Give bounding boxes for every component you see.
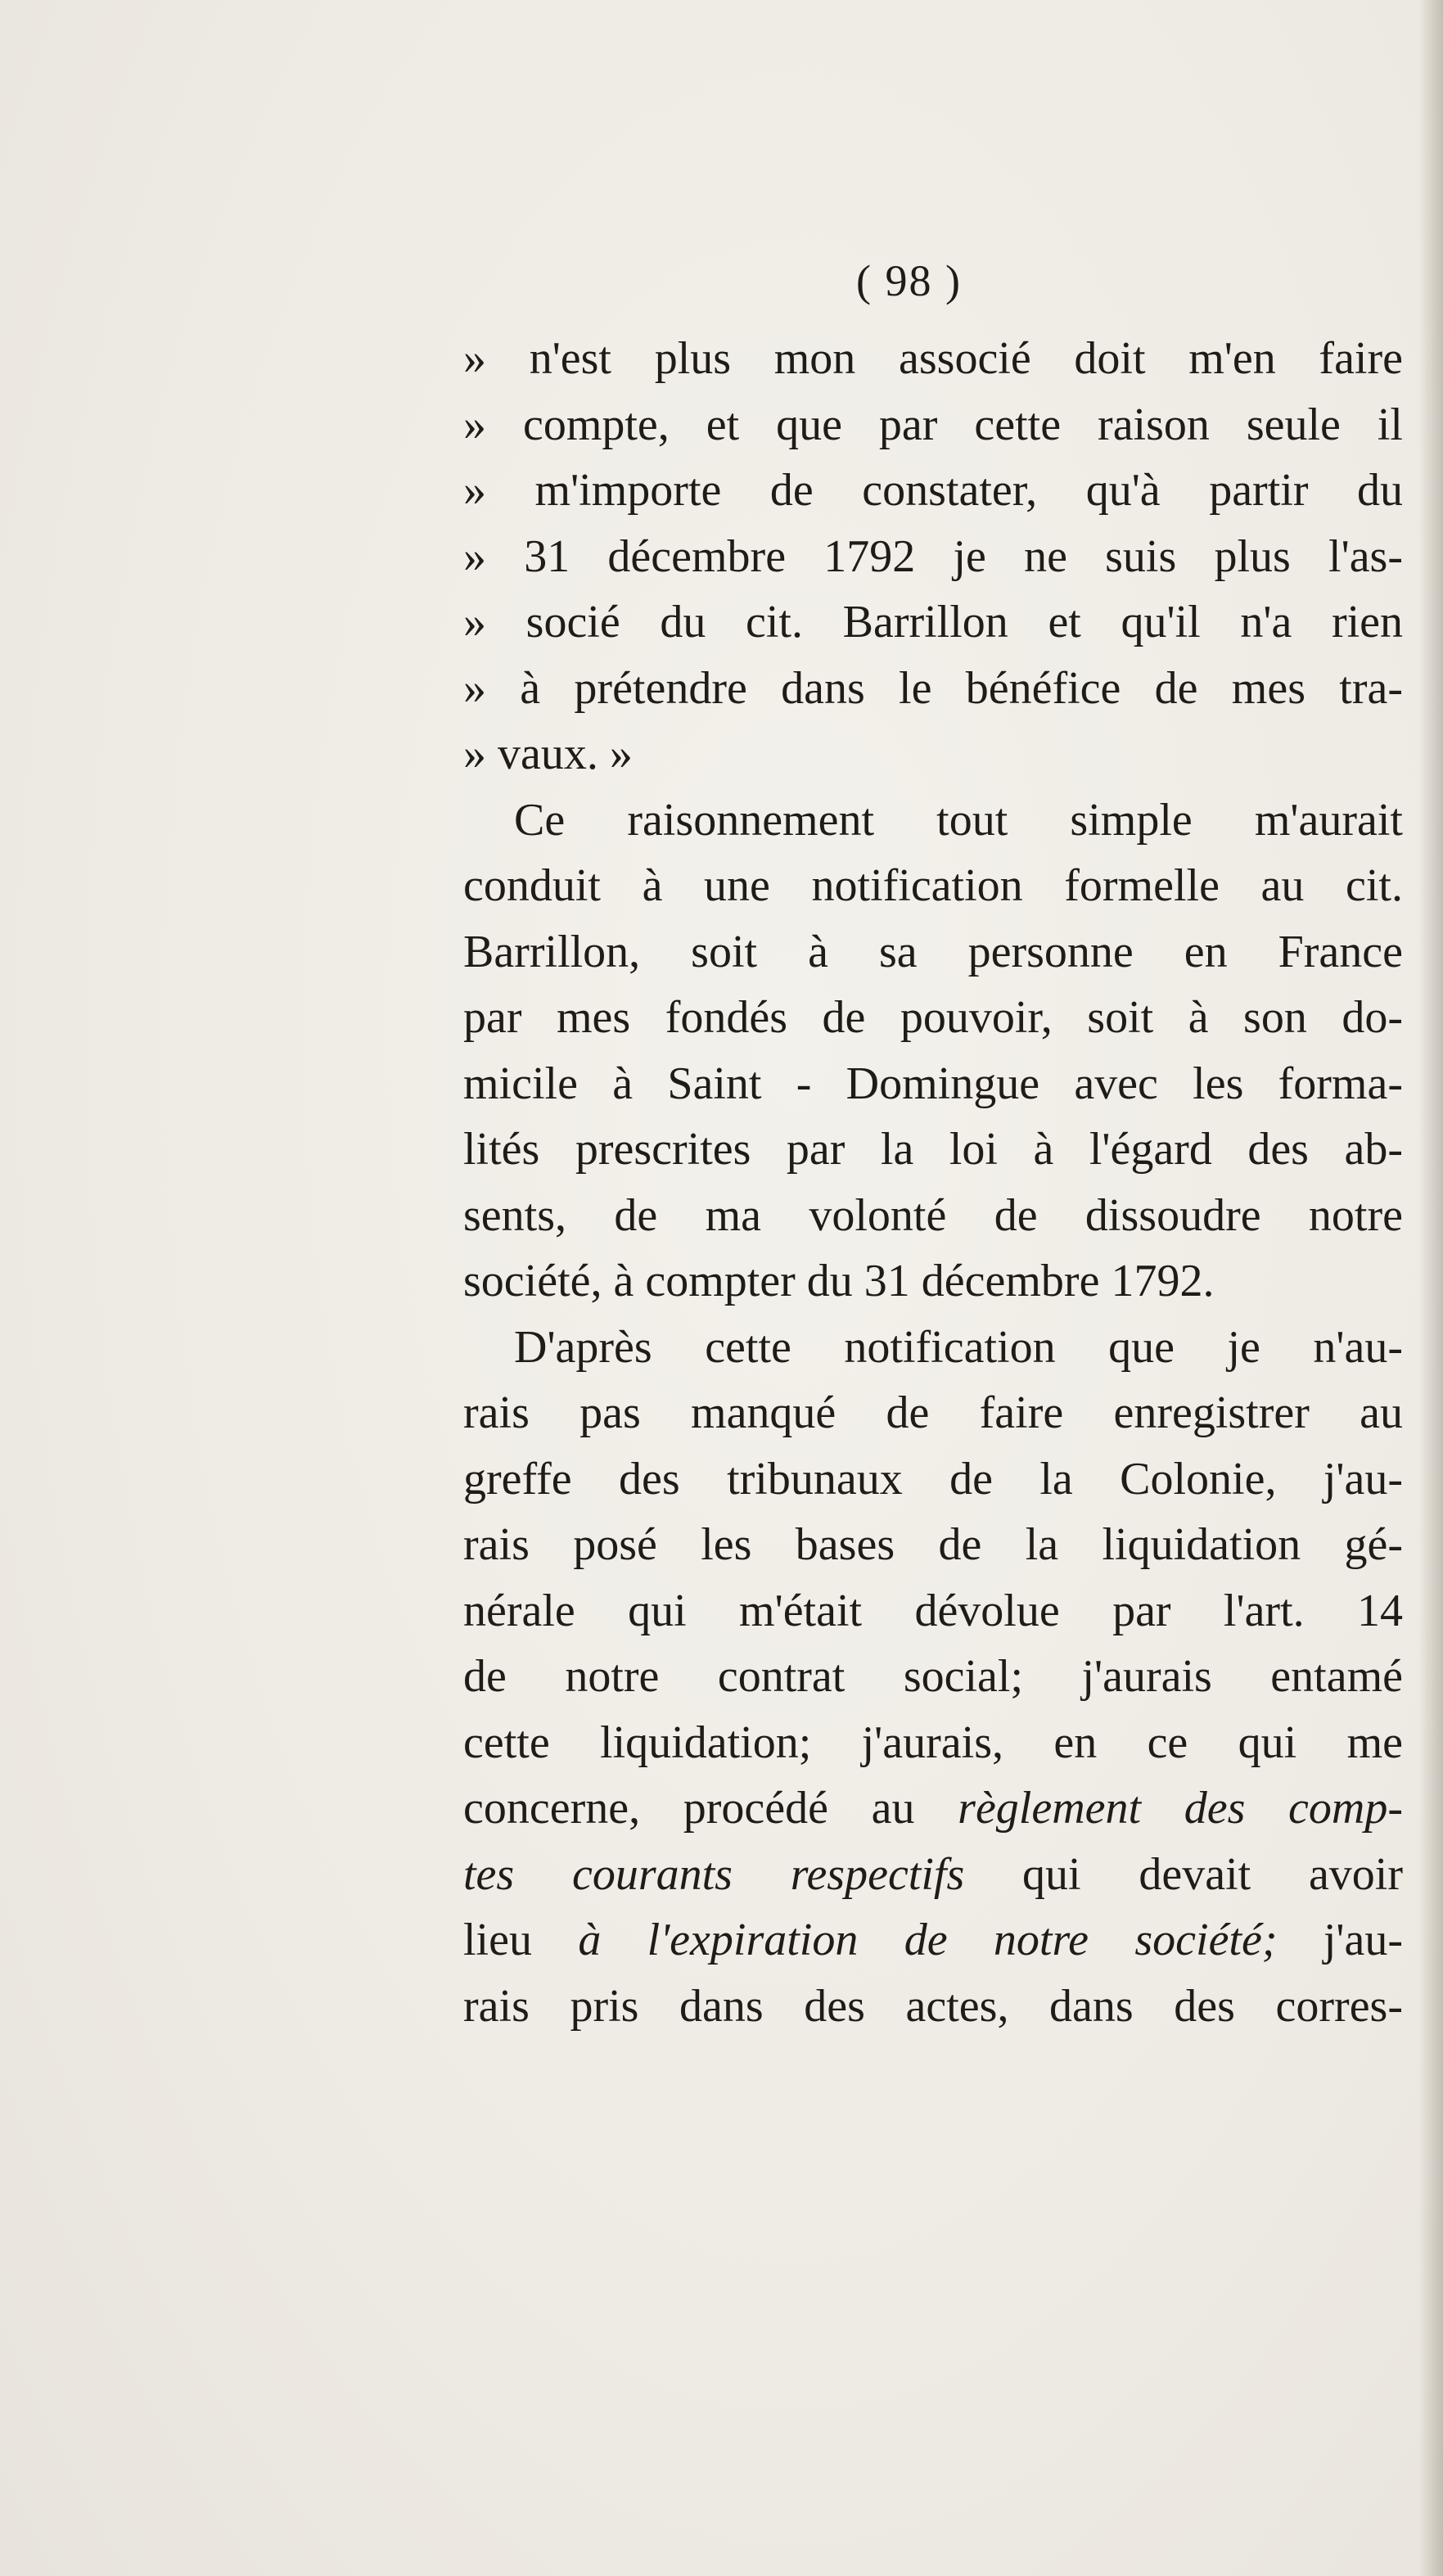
page-number: ( 98 ) — [856, 256, 962, 305]
body-text — [463, 326, 1403, 2039]
text-line: société, à compter du 31 décembre 1792. — [463, 1256, 1215, 1306]
text-italic: à l'expiration de notre société; — [578, 1915, 1278, 1965]
text-line — [463, 1775, 1403, 1842]
text-plain: lieu — [463, 1915, 579, 1965]
text-line: rais pris dans des actes, dans des corres- — [463, 1980, 1403, 2032]
text-italic: tes courants respectifs — [463, 1848, 965, 1900]
text-line: nérale qui m'était dévolue par l'art. 14 — [463, 1585, 1403, 1636]
text-line: rais posé les bases de la liquidation gé- — [463, 1519, 1403, 1570]
text-line: conduit à une notification formelle au cit. — [463, 860, 1403, 911]
text-line: par mes fondés de pouvoir, soit à son do- — [463, 992, 1403, 1043]
text-line: micile à Saint - Domingue avec les forma- — [463, 1058, 1403, 1109]
text-line: sents, de ma volonté de dissoudre notre — [463, 1189, 1403, 1241]
text-line: rais pas manqué de faire enregistrer au — [463, 1387, 1403, 1438]
text-line: Barrillon, soit à sa personne en France — [463, 926, 1403, 977]
text-line: » à prétendre dans le bénéfice de mes tra- — [463, 662, 1403, 714]
text-line — [463, 1907, 1403, 1974]
text-plain: concerne, procédé au — [463, 1783, 958, 1834]
paragraph-start: D'après cette notification que je n'au- — [514, 1321, 1403, 1373]
text-line: lités prescrites par la loi à l'égard des ab- — [463, 1124, 1403, 1175]
paragraph-start: Ce raisonnement tout simple m'aurait — [514, 794, 1403, 846]
text-line: » n'est plus mon associé doit m'en faire — [463, 333, 1403, 384]
text-plain: qui devait avoir — [964, 1848, 1404, 1900]
text-plain: j'au- — [1277, 1915, 1403, 1965]
text-line: » vaux. » — [463, 729, 633, 779]
text-line: greffe des tribunaux de la Colonie, j'au- — [463, 1453, 1403, 1505]
page-edge-shadow — [1418, 0, 1443, 2576]
text-line: » compte, et que par cette raison seule il — [463, 399, 1403, 450]
text-italic: règlement des comp- — [958, 1783, 1404, 1834]
text-line: » socié du cit. Barrillon et qu'il n'a rien — [463, 597, 1403, 647]
text-line — [463, 1842, 1403, 1908]
text-line: de notre contrat social; j'aurais entamé — [463, 1651, 1403, 1702]
text-line: » 31 décembre 1792 je ne suis plus l'as- — [463, 530, 1403, 582]
text-line: » m'importe de constater, qu'à partir du — [463, 465, 1403, 516]
text-line: cette liquidation; j'aurais, en ce qui me — [463, 1717, 1403, 1768]
